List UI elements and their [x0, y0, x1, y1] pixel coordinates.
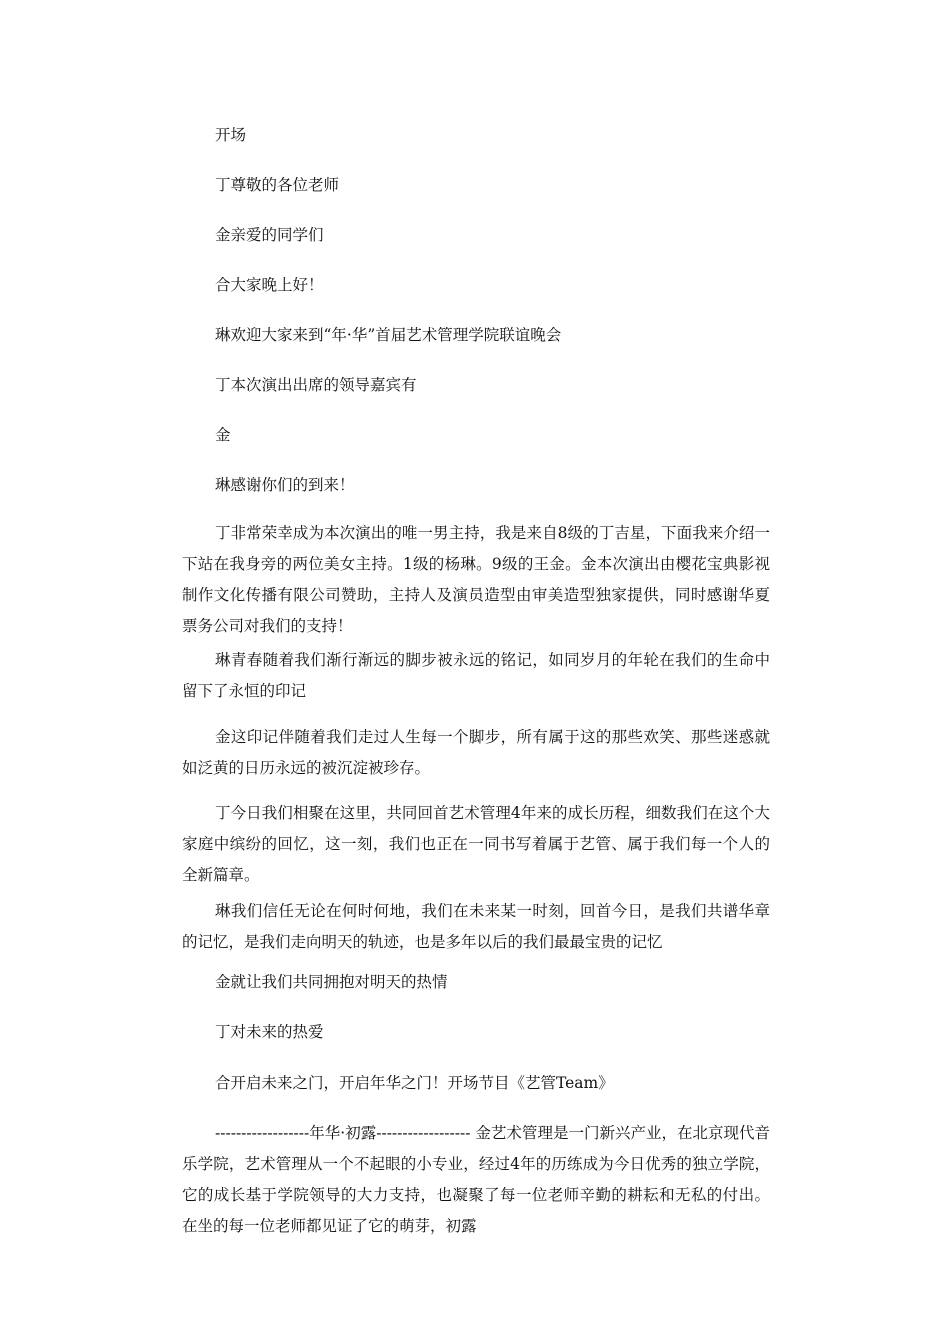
paragraph-jin-embrace: 金就让我们共同拥抱对明天的热情 — [215, 973, 448, 991]
paragraph-jin-blank: 金 — [215, 426, 231, 444]
paragraph-together-open: 合开启未来之门，开启年华之门！开场节目《艺管Team》 — [215, 1074, 614, 1092]
paragraph-ding-history: 丁今日我们相聚在这里，共同回首艺术管理4年来的成长历程，细数我们在这个大家庭中缤纷的回忆，这一刻，我们也正在一同书写着属于艺管、属于我们每一个人的全新篇章。 — [182, 804, 770, 884]
paragraph-ding-introduction: 丁非常荣幸成为本次演出的唯一男主持，我是来自8级的丁吉星，下面我来介绍一下站在我身旁的两位美女主持。1级的杨琳。9级的王金。金本次演出由樱花宝典影视制作文化传播有限公司赞助，主持人及演员造型由审美造型独家提供，同时感谢华夏票务公司对我们的支持！ — [182, 524, 770, 635]
paragraph-lin-youth: 琳青春随着我们渐行渐远的脚步被永远的铭记，如同岁月的年轮在我们的生命中留下了永恒的印记 — [182, 651, 770, 700]
paragraph-together-greeting: 合大家晚上好！ — [215, 276, 324, 294]
paragraph-ding-future: 丁对未来的热爱 — [215, 1023, 324, 1041]
paragraph-jin-greeting: 金亲爱的同学们 — [215, 226, 324, 244]
paragraph-lin-thanks: 琳感谢你们的到来！ — [215, 476, 355, 494]
paragraph-jin-memory: 金这印记伴随着我们走过人生每一个脚步，所有属于这的那些欢笑、那些迷惑就如泛黄的日历永远的被沉淀被珍存。 — [182, 728, 770, 777]
paragraph-ding-guests: 丁本次演出出席的领导嘉宾有 — [215, 376, 417, 394]
paragraph-opening: 开场 — [215, 126, 247, 144]
paragraph-section-nianhua-chulu: ------------------年华·初露------------------ 金艺术管理是一门新兴产业，在北京现代音乐学院，艺术管理从一个不起眼的小专业，经过4年的历练成为今日优秀的独立学院，它的成长基于学院领导的大力支持，也凝聚了每一位老师辛勤的耕耘和无私的付出。在坐的每一位老师都见证了它的萌芽，初露 — [182, 1124, 770, 1235]
paragraph-ding-greeting: 丁尊敬的各位老师 — [215, 176, 340, 194]
paragraph-lin-belief: 琳我们信任无论在何时何地，我们在未来某一时刻，回首今日，是我们共谱华章的记忆，是我们走向明天的轨迹，也是多年以后的我们最最宝贵的记忆 — [182, 902, 770, 951]
paragraph-lin-welcome: 琳欢迎大家来到“年·华”首届艺术管理学院联谊晚会 — [215, 326, 562, 344]
